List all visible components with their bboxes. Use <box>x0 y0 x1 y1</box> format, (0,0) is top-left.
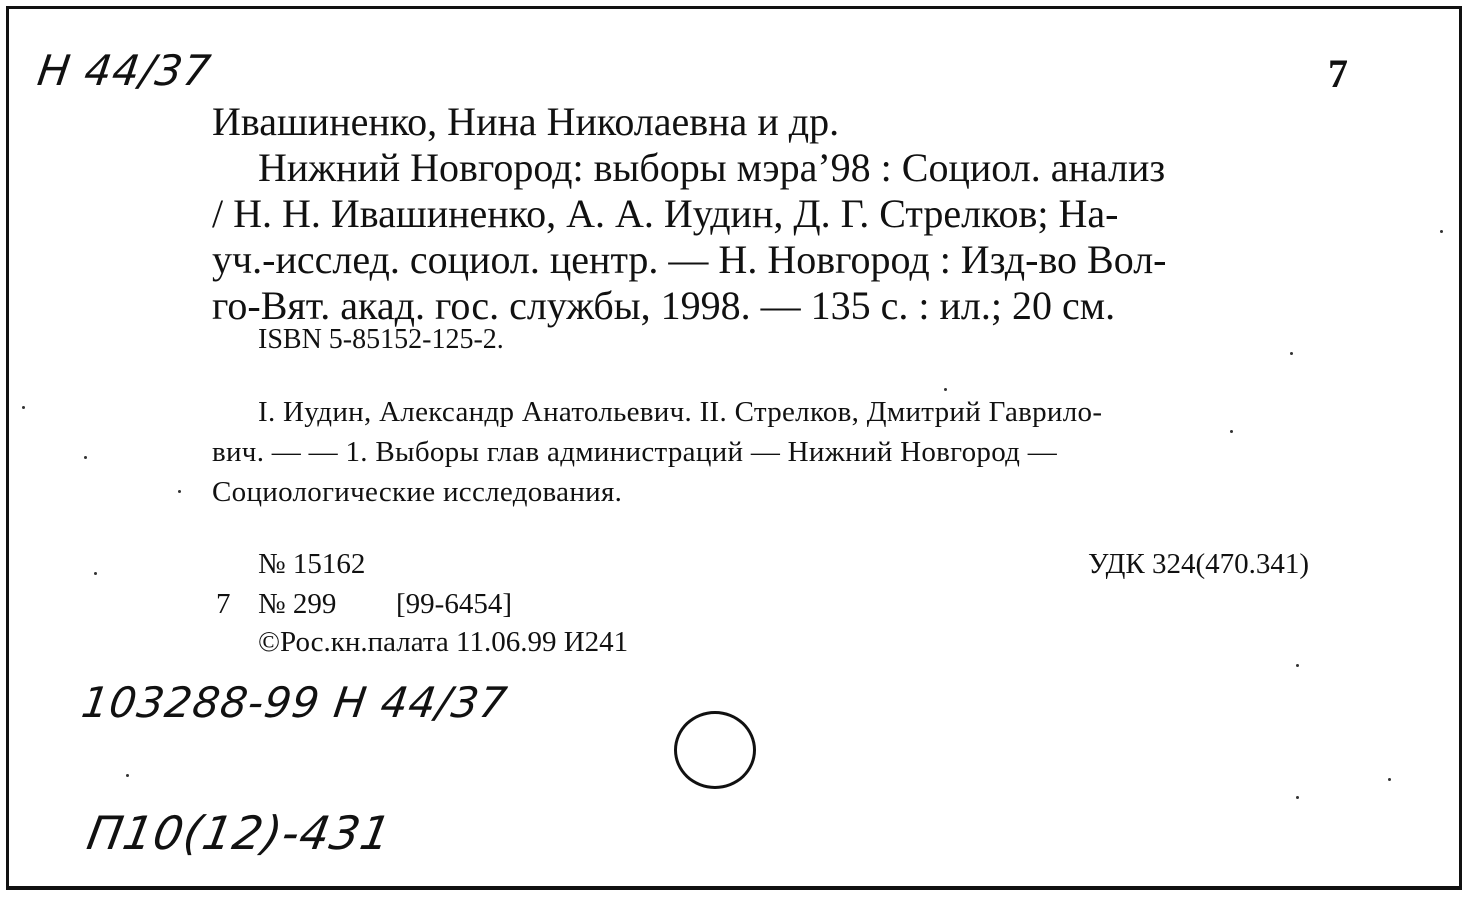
speck <box>944 388 947 391</box>
card-sequence: 7 <box>216 588 231 620</box>
tracing-line-2: вич. — — 1. Выборы глав администраций — Нижний Новгород — <box>212 436 1058 468</box>
title-line-2: / Н. Н. Ивашиненко, А. А. Иудин, Д. Г. Стрелков; На- <box>212 191 1119 236</box>
title-line-4: го-Вят. акад. гос. службы, 1998. — 135 с. : ил.; 20 см. <box>212 283 1116 328</box>
speck <box>1296 664 1299 667</box>
speck <box>126 774 129 777</box>
title-line-3: уч.-исслед. социол. центр. — Н. Новгород : Изд-во Вол- <box>212 237 1167 282</box>
author-heading: Ивашиненко, Нина Николаевна и др. <box>212 99 840 144</box>
punch-hole <box>674 711 756 789</box>
tracing-line-1: I. Иудин, Александр Анатольевич. II. Стрелков, Дмитрий Гаврило- <box>258 396 1103 428</box>
speck <box>1440 230 1443 233</box>
title-line-1: Нижний Новгород: выборы мэра’98 : Социол. анализ <box>258 145 1166 190</box>
speck <box>1290 352 1293 355</box>
classification-handwritten: П10(12)-431 <box>83 806 396 860</box>
shelfmark-handwritten: Н 44/37 <box>34 46 215 95</box>
tracing-line-3: Социологические исследования. <box>212 476 623 508</box>
speck <box>1230 430 1233 433</box>
record-number: № 15162 <box>258 548 366 580</box>
speck <box>84 456 87 459</box>
isbn: ISBN 5-85152-125-2. <box>258 324 504 355</box>
speck <box>1388 778 1391 781</box>
book-chamber-stamp: ©Рос.кн.палата 11.06.99 И241 <box>258 626 629 658</box>
inventory-handwritten: 103288-99 Н 44/37 <box>78 678 511 727</box>
speck <box>178 490 181 493</box>
card-number: 7 <box>1328 51 1348 96</box>
speck <box>1296 796 1299 799</box>
speck <box>94 572 97 575</box>
order-code: [99-6454] <box>396 588 512 620</box>
speck <box>22 406 25 409</box>
issue-number: № 299 <box>258 588 337 620</box>
udc-code: УДК 324(470.341) <box>1088 548 1310 580</box>
